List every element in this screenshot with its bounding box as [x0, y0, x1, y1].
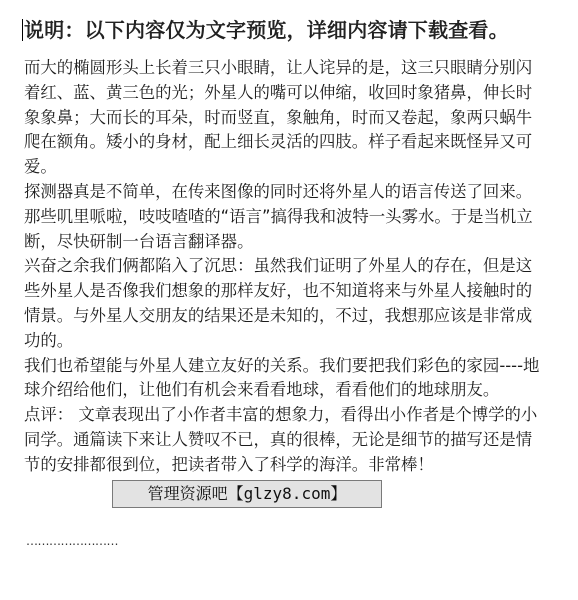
article-body [24, 56, 544, 478]
trailing-ellipsis: …………………… [26, 534, 118, 548]
paragraph-1: 而大的椭圆形头上长着三只小眼睛，让人诧异的是，这三只眼睛分别闪着红、蓝、黄三色的光；外星人的嘴可以伸缩，收回时象猪鼻，伸长时象象鼻；大而长的耳朵，时而竖直，象触角，时而又卷起，象两只蜗牛爬在额角。矮小的身材，配上细长灵活的四肢。样子看起来既怪异又可爱。 [24, 58, 533, 177]
preview-notice [22, 14, 578, 46]
text-cursor [22, 19, 23, 41]
paragraph-2: 探测器真是不简单，在传来图像的同时还将外星人的语言传送了回来。那些叽里哌啦，吱吱喳喳的“语言”搞得我和波特一头雾水。于是当机立断，尽快研制一台语言翻译器。 [24, 181, 533, 251]
paragraph-4: 我们也希望能与外星人建立友好的关系。我们要把我们彩色的家园----地球介绍给他们，让他们有机会来看看地球，看看他们的地球朋友。 [24, 355, 540, 400]
watermark-banner: 管理资源吧【glzy8.com】 [112, 480, 382, 508]
paragraph-comment: 点评： 文章表现出了小作者丰富的想象力，看得出小作者是个博学的小同学。通篇读下来让人赞叹不已，真的很棒，无论是细节的描写还是情节的安排都很到位，把读者带入了科学的海洋。非常棒！ [24, 405, 538, 474]
preview-notice-text: 说明：以下内容仅为文字预览，详细内容请下载查看。 [24, 18, 509, 42]
paragraph-3: 兴奋之余我们俩都陷入了沉思：虽然我们证明了外星人的存在，但是这些外星人是否像我们想象的那样友好，也不知道将来与外星人接触时的情景。与外星人交朋友的结果还是未知的，不过，我想那应该是非常成功的。 [24, 256, 533, 350]
